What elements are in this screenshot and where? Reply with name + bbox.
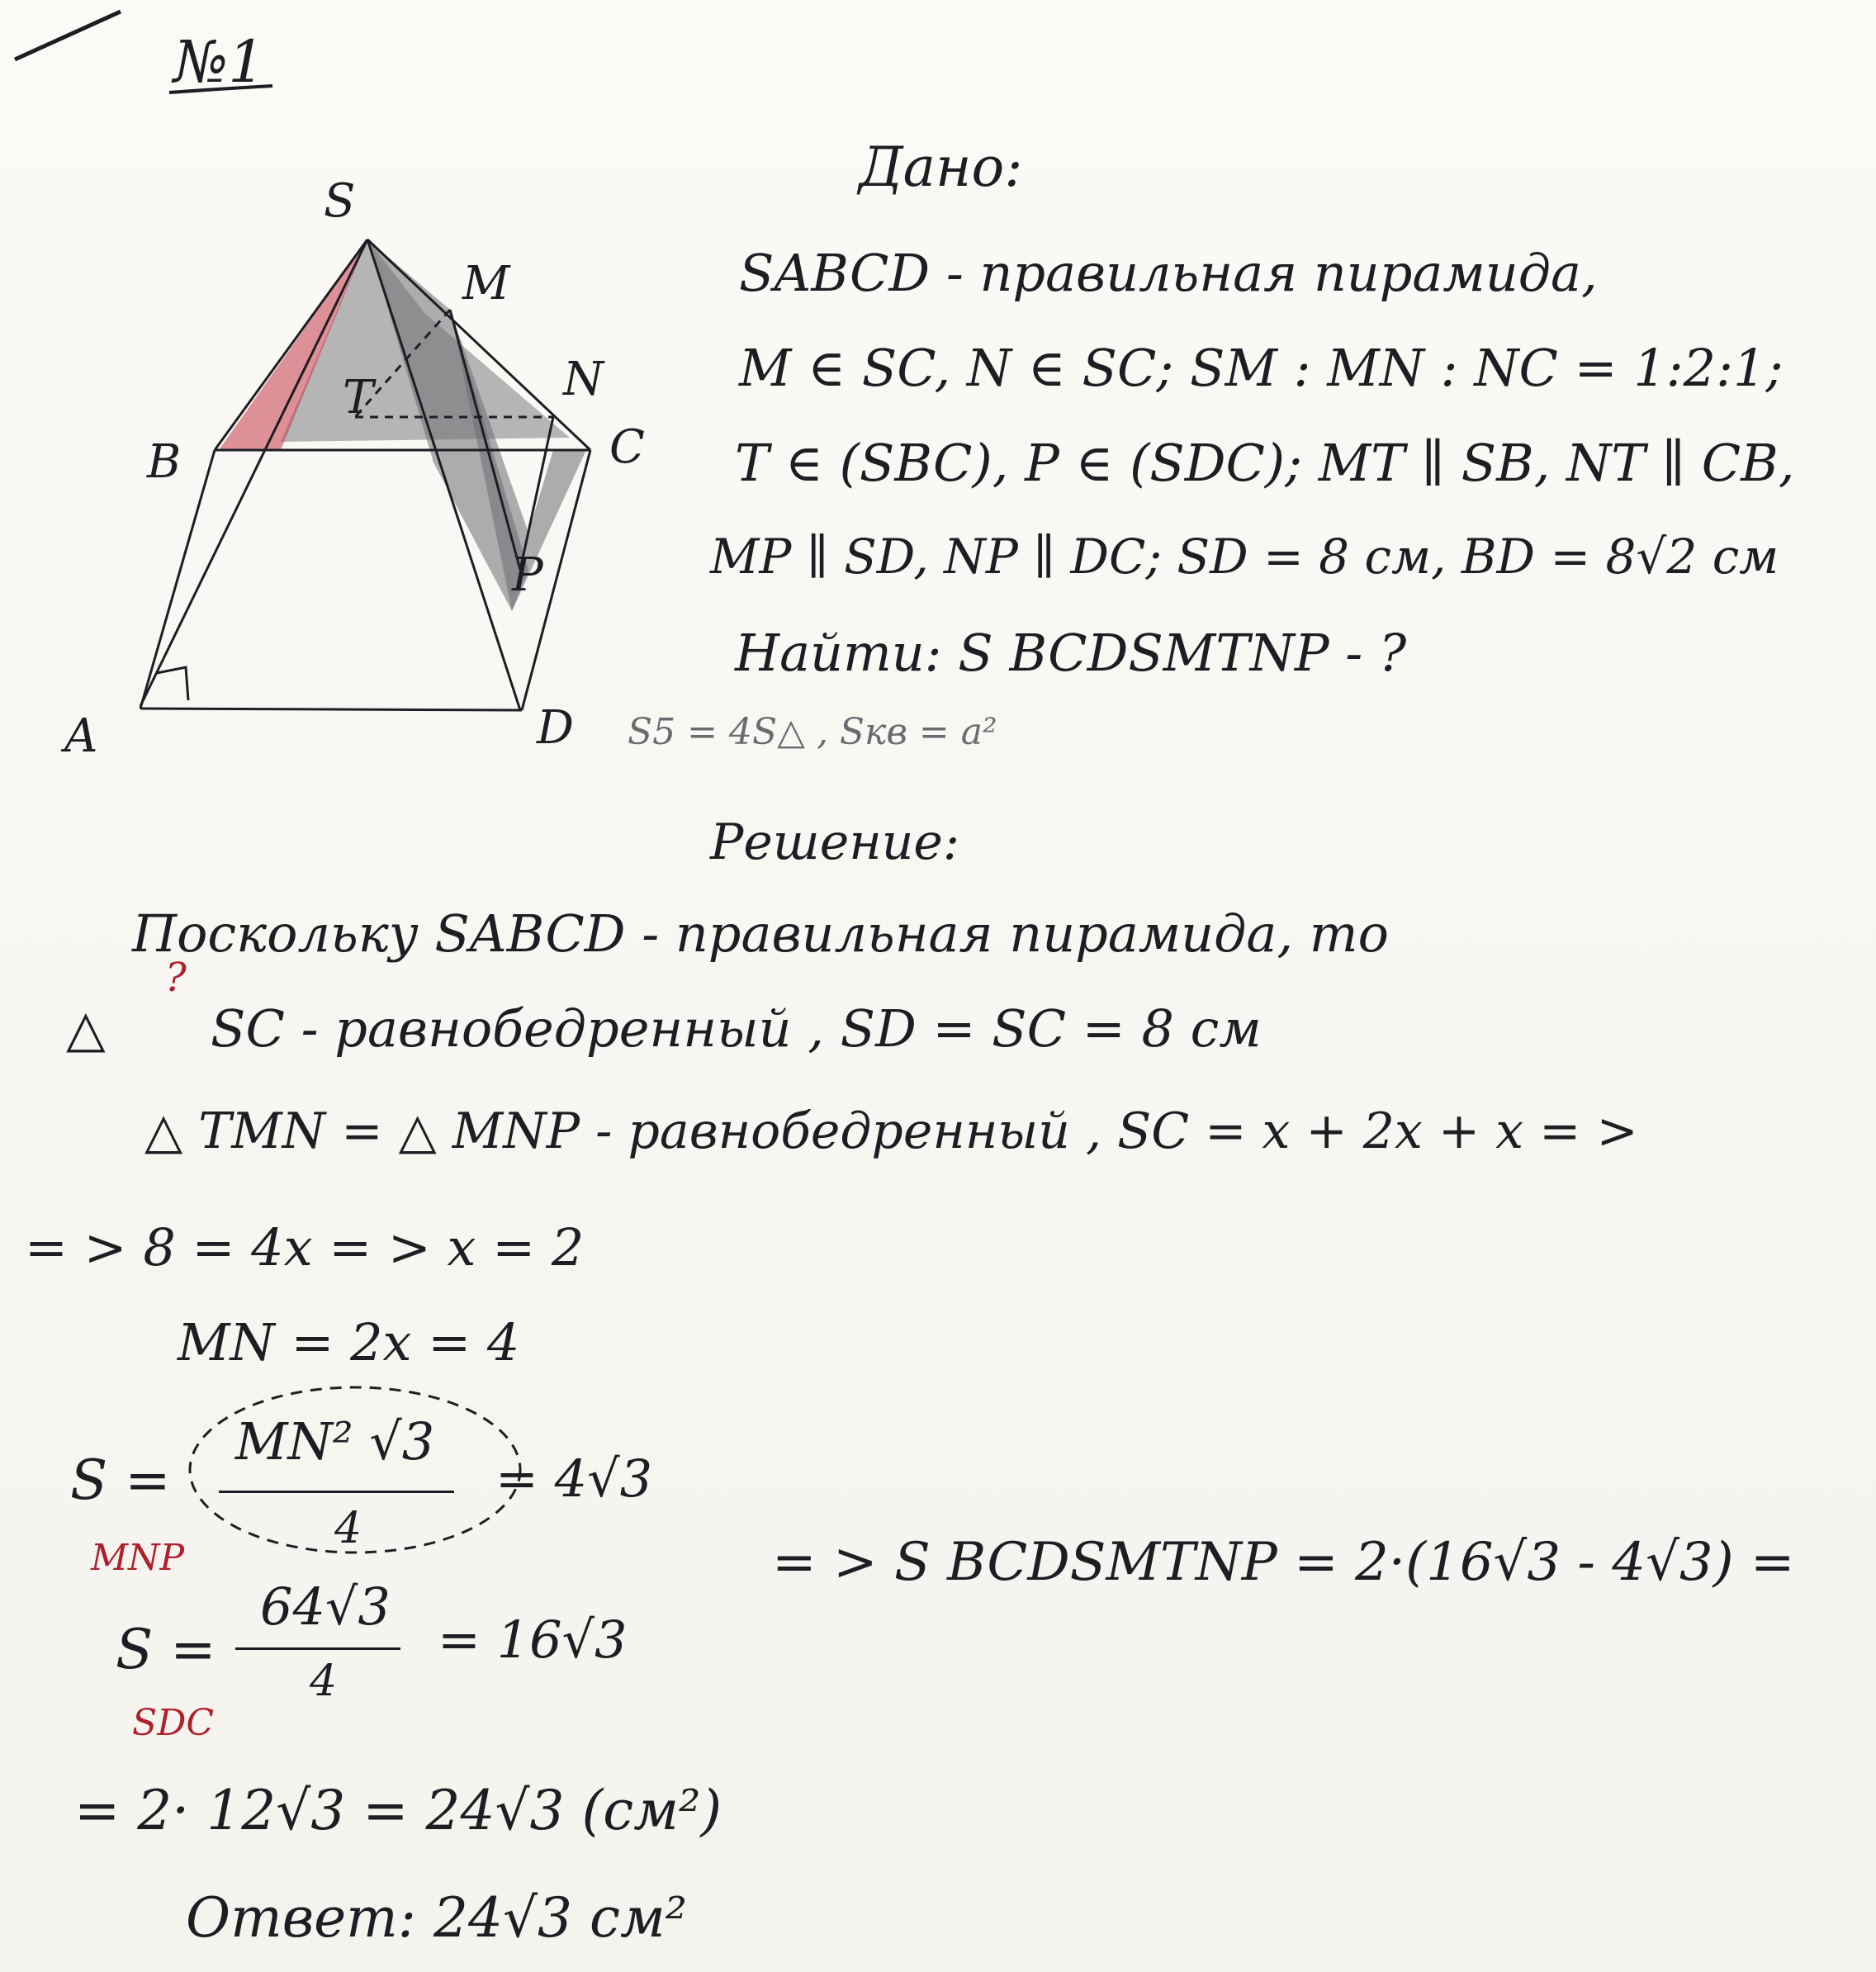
s-mnp-frac-bar <box>219 1491 454 1493</box>
margin-stroke <box>15 12 121 59</box>
s-sdc-num: 64√3 <box>260 1576 391 1637</box>
label-d: D <box>537 701 574 755</box>
problem-number: №1 <box>173 28 265 96</box>
label-c: C <box>609 420 645 474</box>
label-a: A <box>64 709 98 763</box>
edge-ad <box>140 709 522 710</box>
right-angle-mark <box>157 667 188 700</box>
s-sdc-den: 4 <box>310 1657 338 1706</box>
given-line-4: MP ∥ SD, NP ∥ DC; SD = 8 см, BD = 8√2 см <box>710 529 1779 585</box>
s-mnp-den: 4 <box>334 1504 362 1553</box>
solution-line-1: Поскольку SABCD - правильная пирамида, то <box>132 903 1389 964</box>
answer: Ответ: 24√3 см² <box>186 1886 688 1950</box>
given-aside: S5 = 4S△ , Sкв = a² <box>628 711 997 753</box>
solution-line-2-mark: ? <box>165 955 187 1001</box>
s-sdc-result: = 16√3 <box>438 1609 628 1670</box>
given-line-5: Найти: S BCDSMTNP - ? <box>735 623 1407 683</box>
given-line-2: M ∈ SC, N ∈ SC; SM : MN : NC = 1:2:1; <box>739 338 1784 398</box>
s-mnp-sub: MNP <box>91 1537 185 1579</box>
label-t: T <box>343 371 374 424</box>
solution-line-4: = > 8 = 4x = > x = 2 <box>25 1217 585 1278</box>
solution-heading: Решение: <box>710 813 960 871</box>
s-sdc-sub: SDC <box>132 1702 215 1744</box>
s-mnp-left: S = <box>70 1448 171 1512</box>
s-sdc-left: S = <box>116 1618 216 1681</box>
given-heading: Дано: <box>859 135 1023 199</box>
final-line: = 2· 12√3 = 24√3 (см²) <box>74 1779 722 1842</box>
s-sdc-frac-bar <box>235 1647 400 1650</box>
solution-line-3: △ TMN = △ MNP - равнобедренный , SC = x + 2x + x = > <box>144 1102 1638 1160</box>
solution-line-5: MN = 2x = 4 <box>178 1312 520 1372</box>
label-n: N <box>563 353 604 406</box>
solution-line-2-prefix: △ <box>66 998 106 1059</box>
given-line-1: SABCD - правильная пирамида, <box>739 243 1598 303</box>
label-s: S <box>324 174 356 228</box>
label-p: P <box>512 548 543 602</box>
s-mnp-num: MN² √3 <box>235 1411 435 1472</box>
solution-line-2: SC - равнобедренный , SD = SC = 8 см <box>211 998 1262 1059</box>
s-mnp-result: = 4√3 <box>495 1448 653 1509</box>
label-b: B <box>147 435 182 489</box>
total-expression: = > S BCDSMTNP = 2·(16√3 - 4√3) = <box>772 1532 1795 1593</box>
label-m: M <box>462 257 510 310</box>
given-line-3: T ∈ (SBC), P ∈ (SDC); MT ∥ SB, NT ∥ CB, <box>735 433 1795 493</box>
